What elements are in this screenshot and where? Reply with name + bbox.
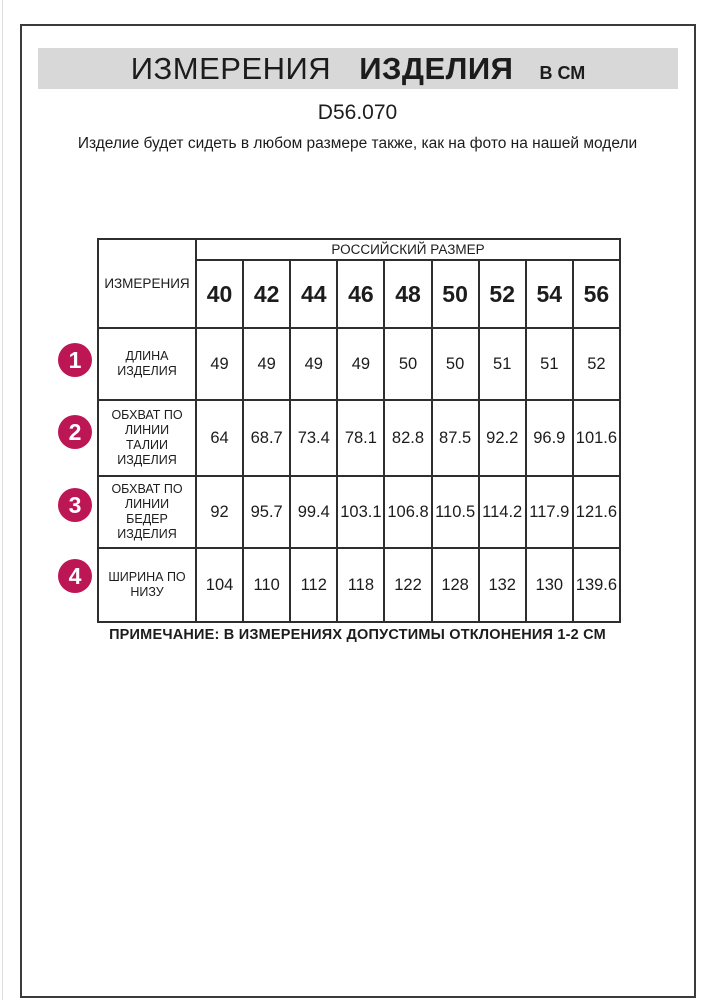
measurements-column-header: ИЗМЕРЕНИЯ [98, 239, 196, 328]
size-header: 50 [432, 260, 479, 328]
row-number-badge-4: 4 [58, 559, 92, 593]
cell-value: 50 [432, 328, 479, 400]
title-measurements: ИЗМЕРЕНИЯ [130, 51, 332, 86]
cell-value: 139.6 [573, 548, 620, 622]
row-label: ДЛИНА ИЗДЕЛИЯ [98, 328, 196, 400]
cell-value: 49 [196, 328, 243, 400]
cell-value: 51 [479, 328, 526, 400]
cell-value: 68.7 [243, 400, 290, 476]
cell-value: 106.8 [384, 476, 431, 548]
row-number-badge-3: 3 [58, 488, 92, 522]
cell-value: 78.1 [337, 400, 384, 476]
size-table [97, 238, 621, 623]
row-label: ШИРИНА ПО НИЗУ [98, 548, 196, 622]
cell-value: 110 [243, 548, 290, 622]
cell-value: 112 [290, 548, 337, 622]
cell-value: 104 [196, 548, 243, 622]
cell-value: 49 [290, 328, 337, 400]
table-row-waist [98, 400, 620, 476]
cell-value: 51 [526, 328, 573, 400]
size-group-row [98, 239, 620, 260]
row-number-badge-1: 1 [58, 343, 92, 377]
cell-value: 103.1 [337, 476, 384, 548]
size-header: 48 [384, 260, 431, 328]
size-header: 44 [290, 260, 337, 328]
size-header: 54 [526, 260, 573, 328]
size-header: 56 [573, 260, 620, 328]
title-product: ИЗДЕЛИЯ [359, 51, 514, 86]
cell-value: 122 [384, 548, 431, 622]
cell-value: 92 [196, 476, 243, 548]
fit-description: Изделие будет сидеть в любом размере также, как на фото на нашей модели [77, 135, 638, 152]
cell-value: 130 [526, 548, 573, 622]
cell-value: 132 [479, 548, 526, 622]
size-header: 52 [479, 260, 526, 328]
cell-value: 49 [337, 328, 384, 400]
cell-value: 110.5 [432, 476, 479, 548]
cell-value: 50 [384, 328, 431, 400]
cell-value: 114.2 [479, 476, 526, 548]
cell-value: 82.8 [384, 400, 431, 476]
tolerance-note: ПРИМЕЧАНИЕ: В ИЗМЕРЕНИЯХ ДОПУСТИМЫ ОТКЛОНЕНИЯ 1-2 СМ [109, 627, 606, 643]
cell-value: 92.2 [479, 400, 526, 476]
cell-value: 96.9 [526, 400, 573, 476]
cell-value: 73.4 [290, 400, 337, 476]
cell-value: 49 [243, 328, 290, 400]
table-row-length [98, 328, 620, 400]
table-row-hips [98, 476, 620, 548]
cell-value: 118 [337, 548, 384, 622]
row-label: ОБХВАТ ПО ЛИНИИ БЕДЕР ИЗДЕЛИЯ [98, 476, 196, 548]
cell-value: 99.4 [290, 476, 337, 548]
title-band [38, 48, 678, 89]
model-code: D56.070 [317, 101, 398, 124]
cell-value: 52 [573, 328, 620, 400]
size-group-header: РОССИЙСКИЙ РАЗМЕР [196, 239, 620, 260]
cell-value: 101.6 [573, 400, 620, 476]
page-edge-line [2, 0, 3, 1000]
row-label: ОБХВАТ ПО ЛИНИИ ТАЛИИ ИЗДЕЛИЯ [98, 400, 196, 476]
size-header: 42 [243, 260, 290, 328]
cell-value: 87.5 [432, 400, 479, 476]
cell-value: 121.6 [573, 476, 620, 548]
title-units: В СМ [539, 63, 586, 83]
table-row-bottom-width [98, 548, 620, 622]
cell-value: 128 [432, 548, 479, 622]
cell-value: 117.9 [526, 476, 573, 548]
row-number-badge-2: 2 [58, 415, 92, 449]
size-header: 46 [337, 260, 384, 328]
cell-value: 64 [196, 400, 243, 476]
cell-value: 95.7 [243, 476, 290, 548]
size-header: 40 [196, 260, 243, 328]
